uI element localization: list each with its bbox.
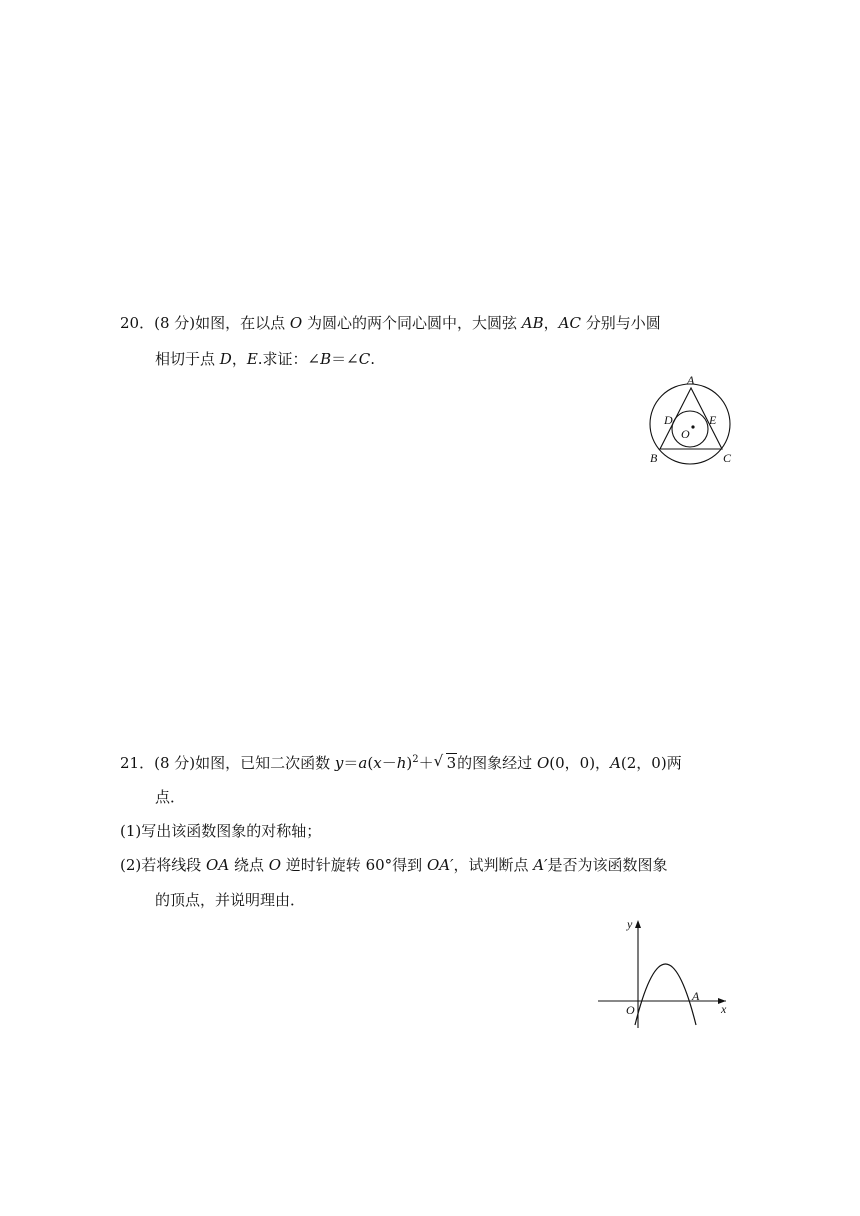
q21-text: (2)若将线段 bbox=[120, 856, 207, 874]
q21-text: 的图象经过 bbox=[457, 754, 537, 772]
q20-text: .求证：∠ bbox=[257, 350, 321, 368]
q20-var-o: O bbox=[289, 314, 303, 332]
q21-var-a-prime: A′ bbox=[533, 856, 548, 874]
q21-line-5 bbox=[155, 890, 305, 910]
q21-op: － bbox=[381, 754, 397, 772]
q20-line-2 bbox=[155, 349, 375, 369]
q21-line-4 bbox=[120, 855, 668, 875]
label-o: O bbox=[626, 1003, 635, 1017]
q21-var-a-point: A bbox=[610, 754, 621, 772]
q20-text: . bbox=[370, 350, 375, 368]
q21-op: ) bbox=[406, 754, 413, 772]
q21-var-x: x bbox=[373, 754, 382, 772]
q21-var-oa-prime: OA′ bbox=[426, 856, 454, 874]
q21-var-h: h bbox=[396, 754, 407, 772]
q21-text: 点． bbox=[155, 788, 186, 806]
q20-line-1 bbox=[120, 313, 661, 333]
label-y: y bbox=[627, 917, 633, 931]
small-circle bbox=[672, 411, 708, 447]
q21-exponent: 2 bbox=[412, 754, 419, 765]
q20-text: ＝∠ bbox=[331, 350, 359, 368]
q21-part-1: (1)写出该函数图象的对称轴； bbox=[120, 822, 322, 840]
q21-number: 21． bbox=[120, 754, 155, 772]
q20-text: ， bbox=[231, 350, 247, 368]
q20-text: ， bbox=[543, 314, 559, 332]
q21-text: 是否为该函数图象 bbox=[547, 856, 668, 874]
q20-text: 为圆心的两个同心圆中，大圆弦 bbox=[302, 314, 522, 332]
large-circle bbox=[650, 384, 730, 464]
q21-var-oa: OA bbox=[206, 856, 230, 874]
q20-text: 分别与小圆 bbox=[580, 314, 661, 332]
q21-line-3 bbox=[120, 821, 321, 841]
q21-figure bbox=[592, 915, 734, 1031]
sqrt-radicand: 3 bbox=[446, 754, 457, 772]
q20-var-c: C bbox=[358, 350, 371, 368]
y-axis-arrow bbox=[635, 920, 641, 928]
label-a: A bbox=[692, 989, 700, 1003]
q21-sqrt bbox=[434, 753, 458, 773]
q20-var-ac: AC bbox=[558, 314, 581, 332]
q21-var-o: O bbox=[268, 856, 282, 874]
sqrt-sign: √ bbox=[433, 752, 444, 770]
label-x: x bbox=[721, 1002, 727, 1016]
q21-var-a: a bbox=[358, 754, 368, 772]
q21-text: 的顶点，并说明理由． bbox=[155, 891, 306, 909]
q20-text: 如图，在以点 bbox=[195, 314, 290, 332]
center-point bbox=[691, 425, 694, 428]
label-e: E bbox=[709, 413, 717, 427]
q21-op: ＋ bbox=[418, 754, 434, 772]
q21-text: 绕点 bbox=[229, 856, 269, 874]
q21-text: 如图，已知二次函数 bbox=[195, 754, 335, 772]
q20-score: (8 分) bbox=[154, 314, 196, 332]
label-o: O bbox=[681, 427, 690, 441]
label-c: C bbox=[723, 451, 732, 465]
q21-line-1 bbox=[120, 750, 682, 773]
q20-var-b: B bbox=[320, 350, 332, 368]
label-a: A bbox=[687, 373, 695, 387]
q21-op: ＝ bbox=[343, 754, 359, 772]
q21-score: (8 分) bbox=[154, 754, 196, 772]
q21-text: (2，0)两 bbox=[620, 754, 682, 772]
q21-var-o: O bbox=[536, 754, 550, 772]
q20-figure bbox=[645, 372, 737, 468]
q20-var-e: E bbox=[246, 350, 258, 368]
q20-number: 20． bbox=[120, 314, 155, 332]
label-b: B bbox=[650, 451, 658, 465]
parabola-curve bbox=[635, 964, 696, 1025]
q20-var-ab: AB bbox=[521, 314, 544, 332]
label-d: D bbox=[664, 413, 673, 427]
q21-var-y: y bbox=[334, 754, 344, 772]
q21-text: 逆时针旋转 60°得到 bbox=[281, 856, 427, 874]
q20-text: 相切于点 bbox=[155, 350, 220, 368]
q20-var-d: D bbox=[219, 350, 232, 368]
q21-op: ( bbox=[367, 754, 374, 772]
q21-line-2 bbox=[155, 787, 185, 807]
q21-text: ，试判断点 bbox=[453, 856, 534, 874]
q21-text: (0，0)， bbox=[549, 754, 611, 772]
